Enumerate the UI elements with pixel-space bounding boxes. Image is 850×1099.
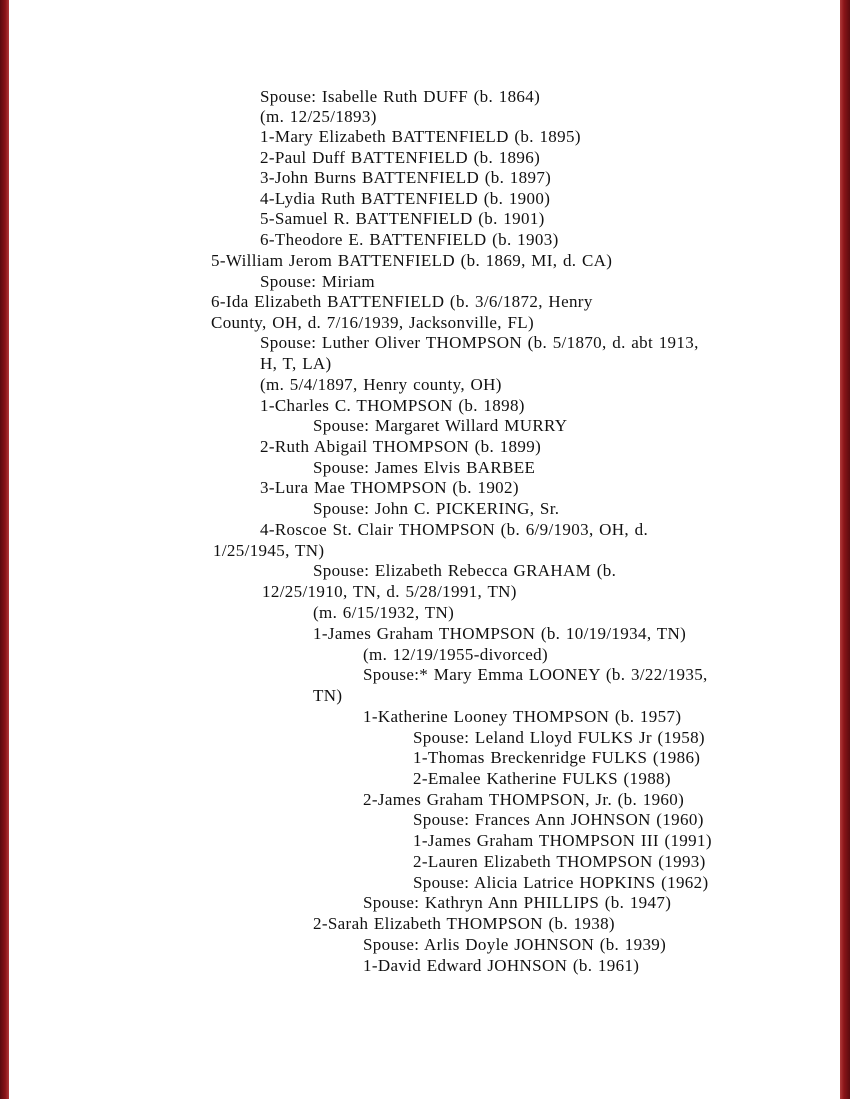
text-line: 4-Roscoe St. Clair THOMPSON (b. 6/9/1903, OH, d.: [260, 520, 649, 539]
text-line: Spouse: Alicia Latrice HOPKINS (1962): [413, 873, 709, 892]
text-line: Spouse: Margaret Willard MURRY: [313, 416, 568, 435]
text-line: Spouse: James Elvis BARBEE: [313, 458, 536, 477]
text-line: (m. 5/4/1897, Henry county, OH): [260, 375, 502, 394]
text-line: Spouse: John C. PICKERING, Sr.: [313, 499, 560, 518]
text-line: 3-Lura Mae THOMPSON (b. 1902): [260, 478, 519, 497]
text-line: Spouse: Frances Ann JOHNSON (1960): [413, 810, 704, 829]
text-line: 2-James Graham THOMPSON, Jr. (b. 1960): [363, 790, 685, 809]
text-line: 1-James Graham THOMPSON (b. 10/19/1934, TN): [313, 624, 687, 643]
text-line: 2-Lauren Elizabeth THOMPSON (1993): [413, 852, 706, 871]
text-line: (m. 12/25/1893): [260, 107, 377, 126]
text-line: 1-Thomas Breckenridge FULKS (1986): [413, 748, 701, 767]
text-line: 1/25/1945, TN): [213, 541, 325, 560]
text-line: (m. 6/15/1932, TN): [313, 603, 455, 622]
text-line: 5-William Jerom BATTENFIELD (b. 1869, MI, d. CA): [211, 251, 613, 270]
text-line: Spouse: Luther Oliver THOMPSON (b. 5/1870, d. abt 1913,: [260, 333, 699, 352]
text-line: 2-Sarah Elizabeth THOMPSON (b. 1938): [313, 914, 615, 933]
text-line: 1-Mary Elizabeth BATTENFIELD (b. 1895): [260, 127, 581, 146]
text-line: 6-Theodore E. BATTENFIELD (b. 1903): [260, 230, 559, 249]
text-line: 12/25/1910, TN, d. 5/28/1991, TN): [262, 582, 517, 601]
text-line: TN): [313, 686, 343, 705]
text-line: 1-David Edward JOHNSON (b. 1961): [363, 956, 640, 975]
text-line: 3-John Burns BATTENFIELD (b. 1897): [260, 168, 552, 187]
text-line: (m. 12/19/1955-divorced): [363, 645, 549, 664]
text-line: 1-Katherine Looney THOMPSON (b. 1957): [363, 707, 682, 726]
text-line: Spouse: Miriam: [260, 272, 375, 291]
text-line: H, T, LA): [260, 354, 332, 373]
text-line: 2-Ruth Abigail THOMPSON (b. 1899): [260, 437, 542, 456]
text-line: Spouse:* Mary Emma LOONEY (b. 3/22/1935,: [363, 665, 708, 684]
text-line: Spouse: Isabelle Ruth DUFF (b. 1864): [260, 87, 541, 106]
text-line: Spouse: Kathryn Ann PHILLIPS (b. 1947): [363, 893, 672, 912]
text-line: Spouse: Elizabeth Rebecca GRAHAM (b.: [313, 561, 617, 580]
text-line: 5-Samuel R. BATTENFIELD (b. 1901): [260, 209, 545, 228]
text-line: 2-Paul Duff BATTENFIELD (b. 1896): [260, 148, 541, 167]
text-line: Spouse: Arlis Doyle JOHNSON (b. 1939): [363, 935, 667, 954]
text-line: 6-Ida Elizabeth BATTENFIELD (b. 3/6/1872, Henry: [211, 292, 593, 311]
text-line: Spouse: Leland Lloyd FULKS Jr (1958): [413, 728, 705, 747]
text-line: County, OH, d. 7/16/1939, Jacksonville, FL): [211, 313, 535, 332]
text-line: 2-Emalee Katherine FULKS (1988): [413, 769, 671, 788]
text-line: 1-Charles C. THOMPSON (b. 1898): [260, 396, 525, 415]
text-line: 1-James Graham THOMPSON III (1991): [413, 831, 712, 850]
text-line: 4-Lydia Ruth BATTENFIELD (b. 1900): [260, 189, 551, 208]
